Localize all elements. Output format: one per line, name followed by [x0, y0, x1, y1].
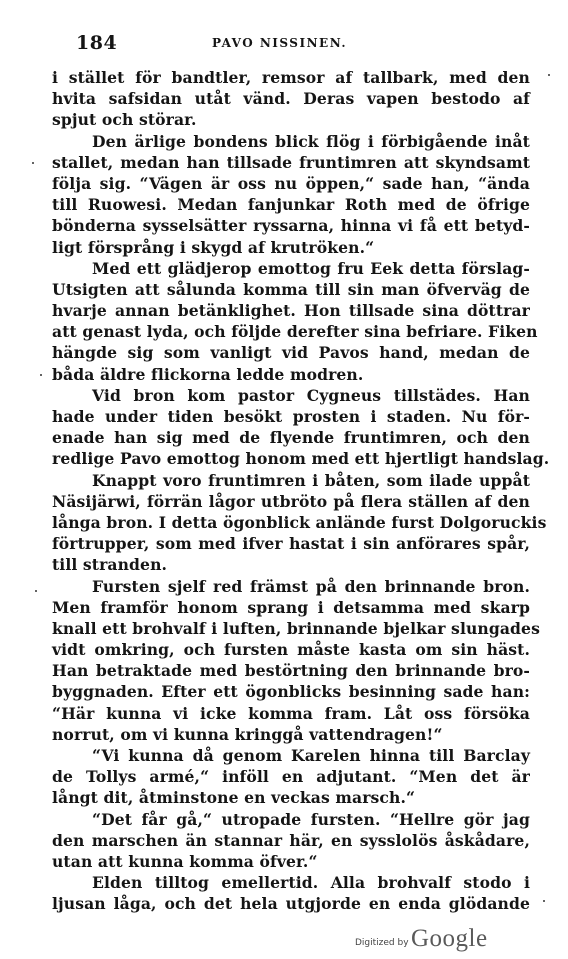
- text-line: att genast lyda, och följde derefter sina befriare. Fiken: [52, 322, 538, 342]
- running-title: PAVO NISSINEN.: [212, 36, 348, 50]
- text-line: till stranden.: [52, 555, 168, 575]
- scan-speck: [35, 590, 37, 592]
- text-line: utan att kunna komma öfver.“: [52, 851, 318, 871]
- text-line: Fursten sjelf red främst på den brinnande bron.: [92, 576, 530, 596]
- text-line: förtrupper, som med ifver hastat i sin anförares spår,: [52, 534, 530, 554]
- text-line: “Det får gå,“ utropade fursten. “Hellre gör jag: [92, 809, 530, 829]
- text-line: de Tollys armé,“ inföll en adjutant. “Men det är: [52, 767, 530, 787]
- text-line: Knappt voro fruntimren i båten, som ilade uppåt: [92, 470, 530, 490]
- text-line: hade under tiden besökt prosten i staden. Nu för-: [52, 407, 530, 426]
- text-line: Han betraktade med bestörtning den brinnande bro-: [52, 661, 530, 681]
- body-text: [52, 67, 550, 915]
- text-line: hvarje annan betänklighet. Hon tillsade sina döttrar: [52, 301, 530, 321]
- text-line: den marschen än stannar här, en sysslolös åskådare,: [52, 830, 530, 850]
- text-line: redlige Pavo emottog honom med ett hjertligt handslag.: [52, 449, 550, 469]
- digitized-label: Digitized by: [355, 938, 409, 948]
- text-line: bönderna sysselsätter ryssarna, hinna vi få ett betyd-: [52, 216, 530, 236]
- text-line: båda äldre flickorna ledde modren.: [52, 364, 364, 384]
- page-number: 184: [76, 32, 118, 54]
- text-line: ljusan låga, och det hela utgjorde en enda glödande: [52, 894, 530, 914]
- text-line: hvita safsidan utåt vänd. Deras vapen bestodo af: [52, 89, 530, 109]
- text-line: “Vi kunna då genom Karelen hinna till Barclay: [92, 746, 530, 765]
- text-line: “Här kunna vi icke komma fram. Låt oss försöka: [52, 703, 530, 723]
- text-line: långt dit, åtminstone en veckas marsch.“: [52, 788, 416, 808]
- text-line: enade han sig med de flyende fruntimren, och den: [52, 428, 530, 448]
- text-line: i stället för bandtler, remsor af tallbark, med den: [52, 68, 530, 87]
- scan-speck: [543, 900, 545, 902]
- text-line: Vid bron kom pastor Cygneus tillstädes. Han: [92, 385, 530, 405]
- text-line: stallet, medan han tillsade fruntimren att skyndsamt: [52, 152, 530, 172]
- text-line: följa sig. “Vägen är oss nu öppen,“ sade han, “ända: [52, 173, 530, 193]
- text-line: ligt försprång i skygd af krutröken.“: [52, 237, 375, 257]
- page-header: [0, 32, 568, 54]
- text-line: Näsijärwi, förrän lågor utbröto på flera ställen af den: [52, 491, 530, 511]
- scan-speck: [548, 74, 550, 76]
- digitized-by-google-watermark: [355, 925, 505, 955]
- text-line: Elden tilltog emellertid. Alla brohvalf stodo i: [92, 873, 530, 893]
- text-line: hängde sig som vanligt vid Pavos hand, medan de: [52, 343, 530, 363]
- text-line: vidt omkring, och fursten måste kasta om sin häst.: [52, 640, 530, 660]
- text-line: spjut och störar.: [52, 110, 197, 130]
- text-line: knall ett brohvalf i luften, brinnande bjelkar slungades: [52, 618, 540, 638]
- text-line: Den ärlige bondens blick flög i förbigående inåt: [92, 131, 530, 151]
- scan-speck: [32, 162, 34, 164]
- text-line: Med ett glädjerop emottog fru Eek detta förslag-: [92, 258, 530, 278]
- scan-speck: [40, 374, 42, 376]
- text-line: Men framför honom sprang i detsamma med skarp: [52, 597, 530, 617]
- text-line: norrut, om vi kunna kringgå vattendragen!“: [52, 724, 443, 744]
- text-line: Utsigten att sålunda komma till sin man öfverväg de: [52, 279, 530, 299]
- google-logo: Google: [411, 925, 488, 952]
- text-line: byggnaden. Efter ett ögonblicks besinning sade han:: [52, 682, 530, 702]
- text-line: till Ruowesi. Medan fanjunkar Roth med de öfrige: [52, 195, 530, 215]
- text-line: långa bron. I detta ögonblick anlände furst Dolgoruckis: [52, 512, 547, 532]
